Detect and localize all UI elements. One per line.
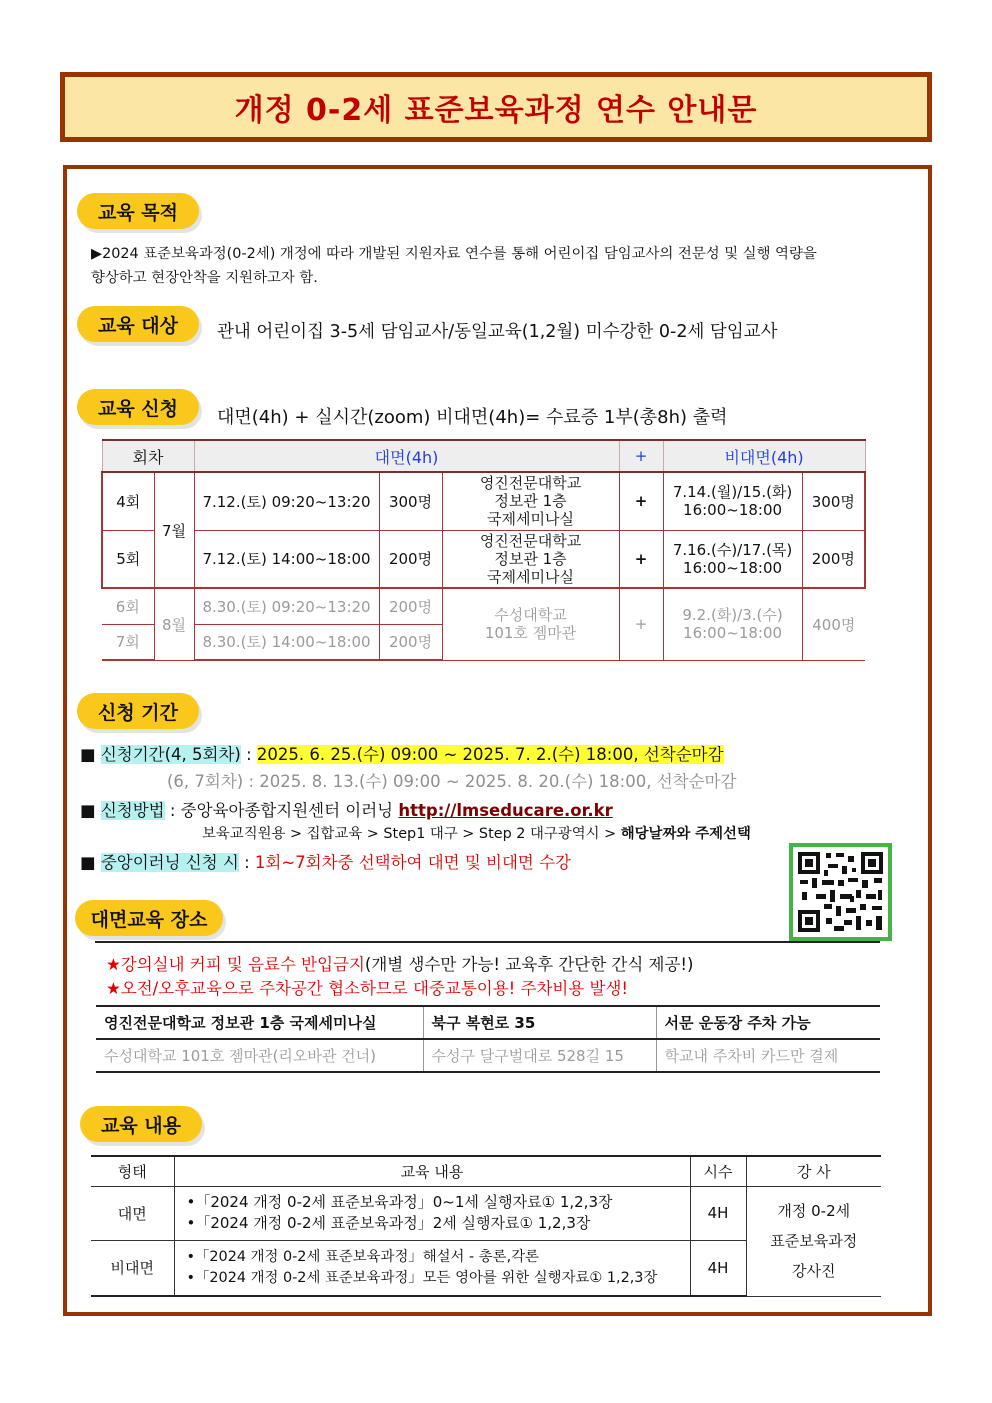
offline-capacity: 200명	[379, 624, 442, 660]
purpose-line1: ▶2024 표준보육과정(0-2세) 개정에 따라 개발된 지원자료 연수를 통해 어린이집 담임교사의 전문성 및 실행 역량을	[91, 246, 817, 262]
venue-parking: 학교내 주차비 카드만 결제	[656, 1039, 880, 1072]
round-cell: 5회	[102, 530, 154, 588]
round-cell: 4회	[102, 472, 154, 530]
method-label: 신청방법	[100, 801, 165, 820]
purpose-line2: 향상하고 현장안착을 지원하고자 함.	[91, 270, 318, 286]
hours-cell: 4H	[690, 1186, 746, 1240]
method-text: : 중앙육아종합지원센터 이러닝	[169, 801, 394, 820]
table-row	[102, 530, 865, 588]
online-capacity: 300명	[802, 472, 865, 530]
header-online: 비대면(4h)	[663, 440, 865, 472]
apply-schedule-table	[101, 439, 866, 661]
section-label-target: 교육 대상	[77, 306, 199, 342]
type-cell: 비대면	[91, 1240, 174, 1296]
bullet-icon: ■	[80, 745, 96, 764]
online-dates: 9.2.(화)/3.(수)	[682, 606, 783, 625]
hours-cell: 4H	[690, 1240, 746, 1296]
content-item: •「2024 개정 0-2세 표준보육과정」해설서 - 총론,각론	[186, 1248, 539, 1265]
period-label: 신청기간(4, 5회차)	[100, 745, 241, 764]
round-cell: 7회	[102, 624, 154, 660]
table-row	[96, 1039, 880, 1072]
venue-address: 수성구 달구벌대로 528길 15	[423, 1039, 656, 1072]
venue-line: 국제세미나실	[487, 567, 574, 586]
table-row	[91, 1186, 881, 1240]
venue-line: 영진전문대학교	[479, 474, 582, 493]
venue-cell	[442, 530, 619, 588]
venue-table	[96, 1005, 880, 1073]
month-cell-aug: 8월	[154, 588, 194, 660]
venue-note-red: ★강의실내 커피 및 음료수 반입금지	[106, 955, 365, 974]
instructor-line: 개정 0-2세	[777, 1202, 851, 1220]
round-cell: 6회	[102, 588, 154, 624]
section-label-purpose: 교육 목적	[77, 193, 199, 229]
target-text: 관내 어린이집 3-5세 담임교사/동일교육(1,2월) 미수강한 0-2세 담임교사	[217, 322, 778, 342]
instructor-line: 표준보육과정	[770, 1232, 858, 1250]
period-value: 2025. 6. 25.(수) 09:00 ~ 2025. 7. 2.(수) 18:00, 선착순마감	[256, 745, 724, 764]
venue-note-1	[106, 951, 693, 975]
header-type: 형태	[91, 1156, 174, 1186]
content-item: •「2024 개정 0-2세 표준보육과정」0~1세 실행자료① 1,2,3장	[186, 1193, 613, 1211]
offline-time: 8.30.(토) 14:00~18:00	[194, 624, 379, 660]
title-banner	[60, 72, 932, 142]
bullet-icon: ■	[80, 801, 96, 820]
venue-line: 정보관 1층	[494, 549, 567, 568]
online-dates: 7.16.(수)/17.(목)	[672, 540, 793, 559]
content-cell	[174, 1186, 690, 1240]
period-row-1	[80, 741, 724, 765]
type-cell: 대면	[91, 1186, 174, 1240]
table-header-row	[91, 1156, 881, 1186]
header-plus: +	[619, 440, 663, 472]
elearning-label: 중앙이러닝 신청 시	[100, 853, 239, 872]
content-item: •「2024 개정 0-2세 표준보육과정」2세 실행자료① 1,2,3장	[186, 1214, 591, 1232]
colon: :	[246, 745, 252, 764]
venue-parking: 서문 운동장 주차 가능	[656, 1006, 880, 1039]
page-title: 개정 0-2세 표준보육과정 연수 안내문	[234, 93, 758, 128]
offline-capacity: 300명	[379, 472, 442, 530]
table-header-row	[102, 440, 865, 472]
period-row-5	[80, 849, 571, 873]
offline-capacity: 200명	[379, 588, 442, 624]
venue-name: 영진전문대학교 정보관 1층 국제세미나실	[96, 1006, 423, 1039]
table-row	[102, 472, 865, 530]
table-row	[102, 588, 865, 624]
header-instructor: 강 사	[746, 1156, 881, 1186]
header-content: 교육 내용	[174, 1156, 690, 1186]
venue-name: 수성대학교 101호 젬마관(리오바관 건너)	[96, 1039, 423, 1072]
online-hours: 16:00~18:00	[683, 558, 783, 577]
venue-line: 영진전문대학교	[479, 531, 582, 550]
method-path: 보육교직원용 > 집합교육 > Step1 대구 > Step 2 대구광역시 >	[202, 826, 617, 842]
venue-divider	[95, 941, 880, 943]
elearning-link[interactable]: http://lmseducare.or.kr	[398, 801, 613, 820]
venue-note-black: (개별 생수만 가능! 교육후 간단한 간식 제공!)	[364, 955, 694, 974]
plus-cell: +	[619, 588, 663, 660]
offline-time: 7.12.(토) 09:20~13:20	[194, 472, 379, 530]
offline-capacity: 200명	[379, 530, 442, 588]
content-cell	[174, 1240, 690, 1296]
period-row-3	[80, 797, 613, 821]
colon: :	[244, 853, 250, 872]
online-dates: 7.14.(월)/15.(화)	[672, 483, 793, 502]
venue-line: 수성대학교	[494, 606, 567, 625]
section-label-content: 교육 내용	[80, 1106, 202, 1142]
online-hours: 16:00~18:00	[683, 501, 783, 520]
online-capacity: 400명	[802, 588, 865, 660]
venue-cell-aug	[442, 588, 619, 660]
apply-summary: 대면(4h) + 실시간(zoom) 비대면(4h)= 수료증 1부(총8h) 출력	[217, 407, 728, 428]
venue-line: 101호 젬마관	[484, 624, 577, 643]
period-row-4	[202, 822, 751, 843]
header-hours: 시수	[690, 1156, 746, 1186]
section-label-venue: 대면교육 장소	[75, 900, 223, 936]
period-row-2: (6, 7회차) : 2025. 8. 13.(수) 09:00 ~ 2025. 8. 20.(수) 18:00, 선착순마감	[167, 772, 737, 791]
venue-address: 북구 복현로 35	[423, 1006, 656, 1039]
qr-code-icon[interactable]	[789, 843, 892, 941]
plus-cell: +	[619, 530, 663, 588]
online-time-cell-aug	[663, 588, 802, 660]
method-path-bold: 해당날짜와 주제선택	[620, 826, 751, 842]
plus-cell: +	[619, 472, 663, 530]
table-row	[96, 1006, 880, 1039]
content-table	[91, 1155, 881, 1297]
online-hours: 16:00~18:00	[683, 624, 783, 643]
offline-time: 7.12.(토) 14:00~18:00	[194, 530, 379, 588]
venue-note-2: ★오전/오후교육으로 주차공간 협소하므로 대중교통이용! 주차비용 발생!	[106, 979, 629, 998]
offline-time: 8.30.(토) 09:20~13:20	[194, 588, 379, 624]
month-cell-jul: 7월	[154, 472, 194, 588]
venue-line: 정보관 1층	[494, 492, 567, 511]
instructor-cell	[746, 1186, 881, 1296]
content-item: •「2024 개정 0-2세 표준보육과정」모든 영아를 위한 실행자료① 1,2,3장	[186, 1269, 658, 1286]
header-round: 회차	[102, 440, 194, 472]
bullet-icon: ■	[80, 853, 96, 872]
header-offline: 대면(4h)	[194, 440, 619, 472]
section-label-period: 신청 기간	[77, 693, 199, 729]
online-time-cell	[663, 472, 802, 530]
online-capacity: 200명	[802, 530, 865, 588]
section-label-apply: 교육 신청	[77, 389, 199, 425]
venue-line: 국제세미나실	[487, 510, 574, 529]
online-time-cell	[663, 530, 802, 588]
venue-cell	[442, 472, 619, 530]
instructor-line: 강사진	[792, 1262, 836, 1280]
elearning-text: 1회~7회차중 선택하여 대면 및 비대면 수강	[254, 853, 571, 872]
